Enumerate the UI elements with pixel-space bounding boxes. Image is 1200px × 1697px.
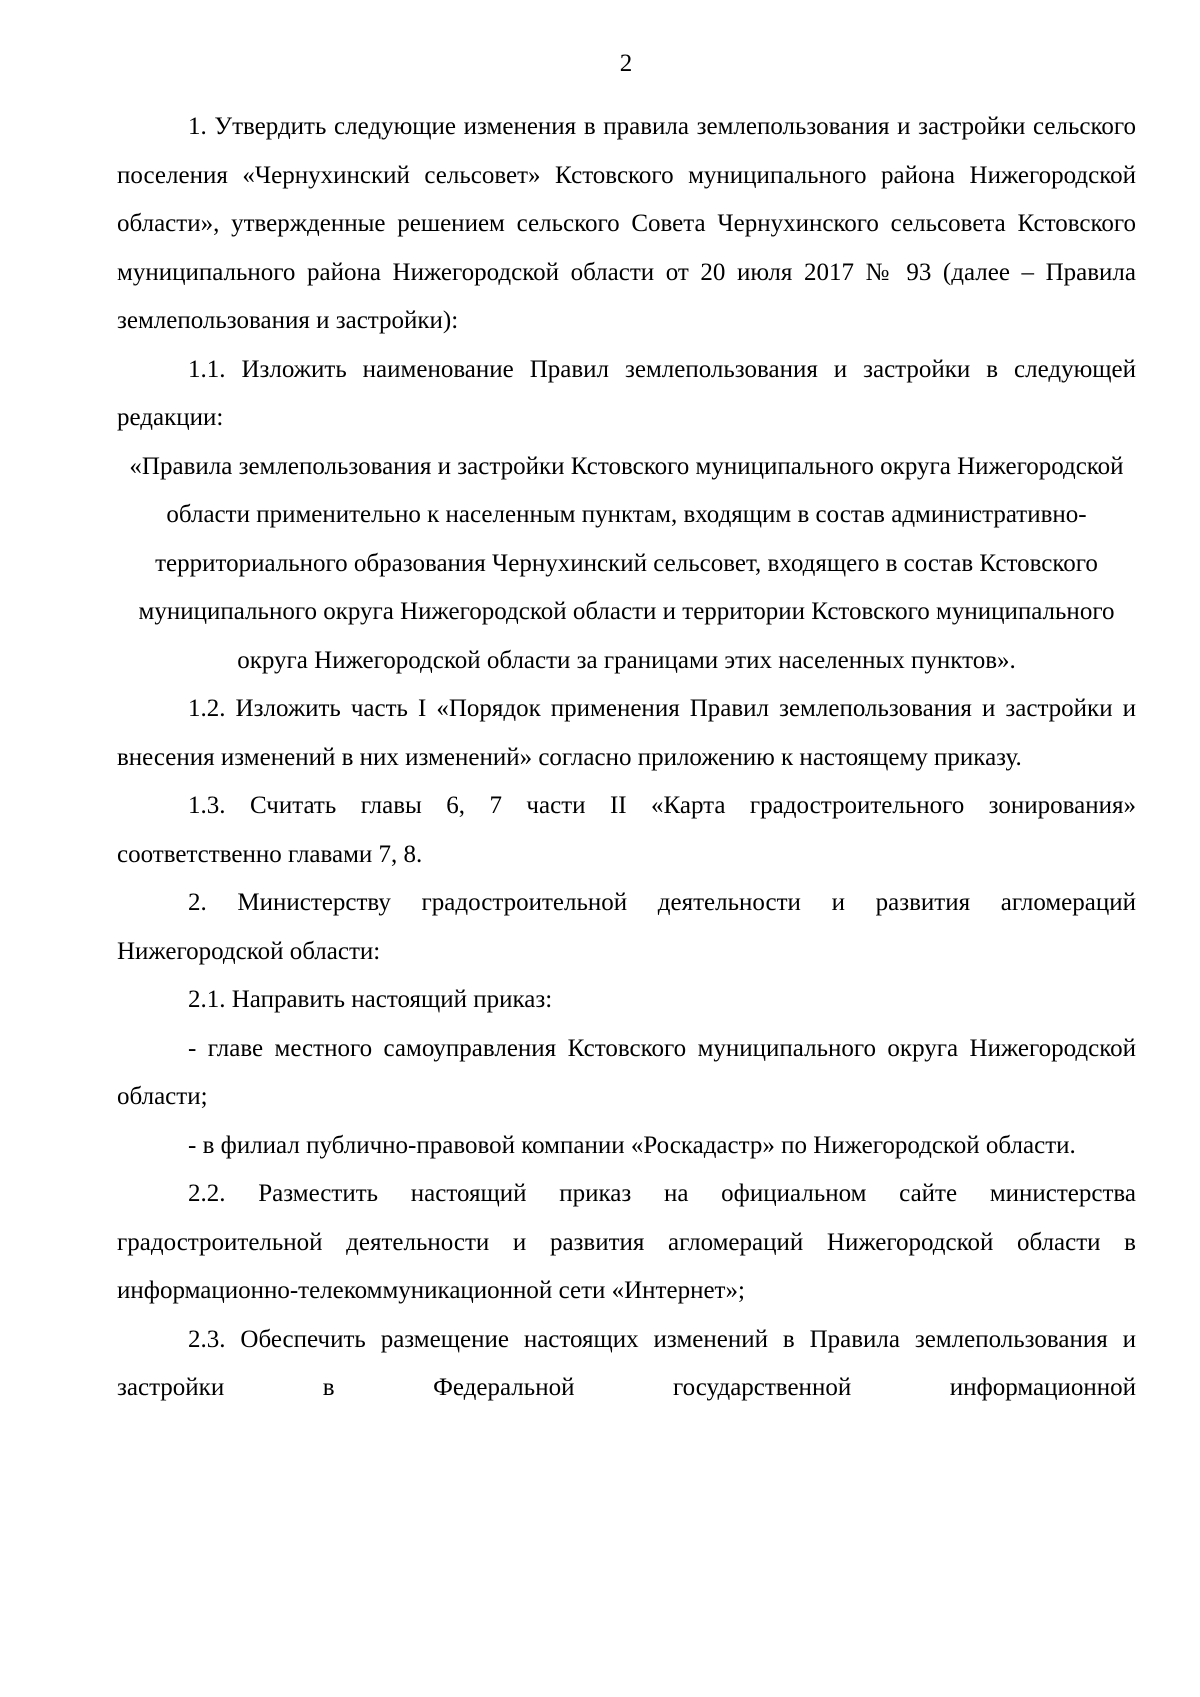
paragraph-1-3: 1.3. Считать главы 6, 7 части II «Карта градостроительного зонирования» соответственно главами 7, 8. [117, 792, 1136, 868]
document-body [117, 103, 1136, 1413]
paragraph-1-1: 1.1. Изложить наименование Правил землепользования и застройки в следующей редакции: [117, 355, 1136, 431]
paragraph-1-2: 1.2. Изложить часть I «Порядок применения Правил землепользования и застройки и внесения изменений в них изменений» согласно приложению к настоящему приказу. [117, 695, 1136, 771]
page-number: 2 [619, 50, 633, 77]
paragraph-2-1: 2.1. Направить настоящий приказ: [188, 986, 553, 1013]
paragraph-2: 2. Министерству градостроительной деятельности и развития агломераций Нижегородской области: [117, 889, 1136, 965]
quoted-title: «Правила землепользования и застройки Кстовского муниципального округа Нижегородской области применительно к населенным пунктам, входящим в состав административно-территориального образования Чернухинский сельсовет, входящего в состав Кстовского муниципального округа Нижегородской области и территории Кстовского муниципального округа Нижегородской области за границами этих населенных пунктов». [129, 452, 1124, 674]
paragraph-2-2: 2.2. Разместить настоящий приказ на официальном сайте министерства градостроительной деятельности и развития агломераций Нижегородской области в информационно-телекоммуникационной сети «Интернет»; [117, 1180, 1136, 1304]
paragraph-1: 1. Утвердить следующие изменения в правила землепользования и застройки сельского поселения «Чернухинский сельсовет» Кстовского муниципального района Нижегородской области», утвержденные решением сельского Совета Чернухинского сельсовета Кстовского муниципального района Нижегородской области от 20 июля 2017 № 93 (далее – Правила землепользования и застройки): [117, 113, 1136, 334]
list-item-head: - главе местного самоуправления Кстовского муниципального округа Нижегородской области; [117, 1034, 1136, 1110]
list-item-cadastre: - в филиал публично-правовой компании «Роскадастр» по Нижегородской области. [188, 1131, 1076, 1159]
paragraph-2-3: 2.3. Обеспечить размещение настоящих изменений в Правила землепользования и застройки в Федеральной государственной информационной [117, 1325, 1136, 1401]
